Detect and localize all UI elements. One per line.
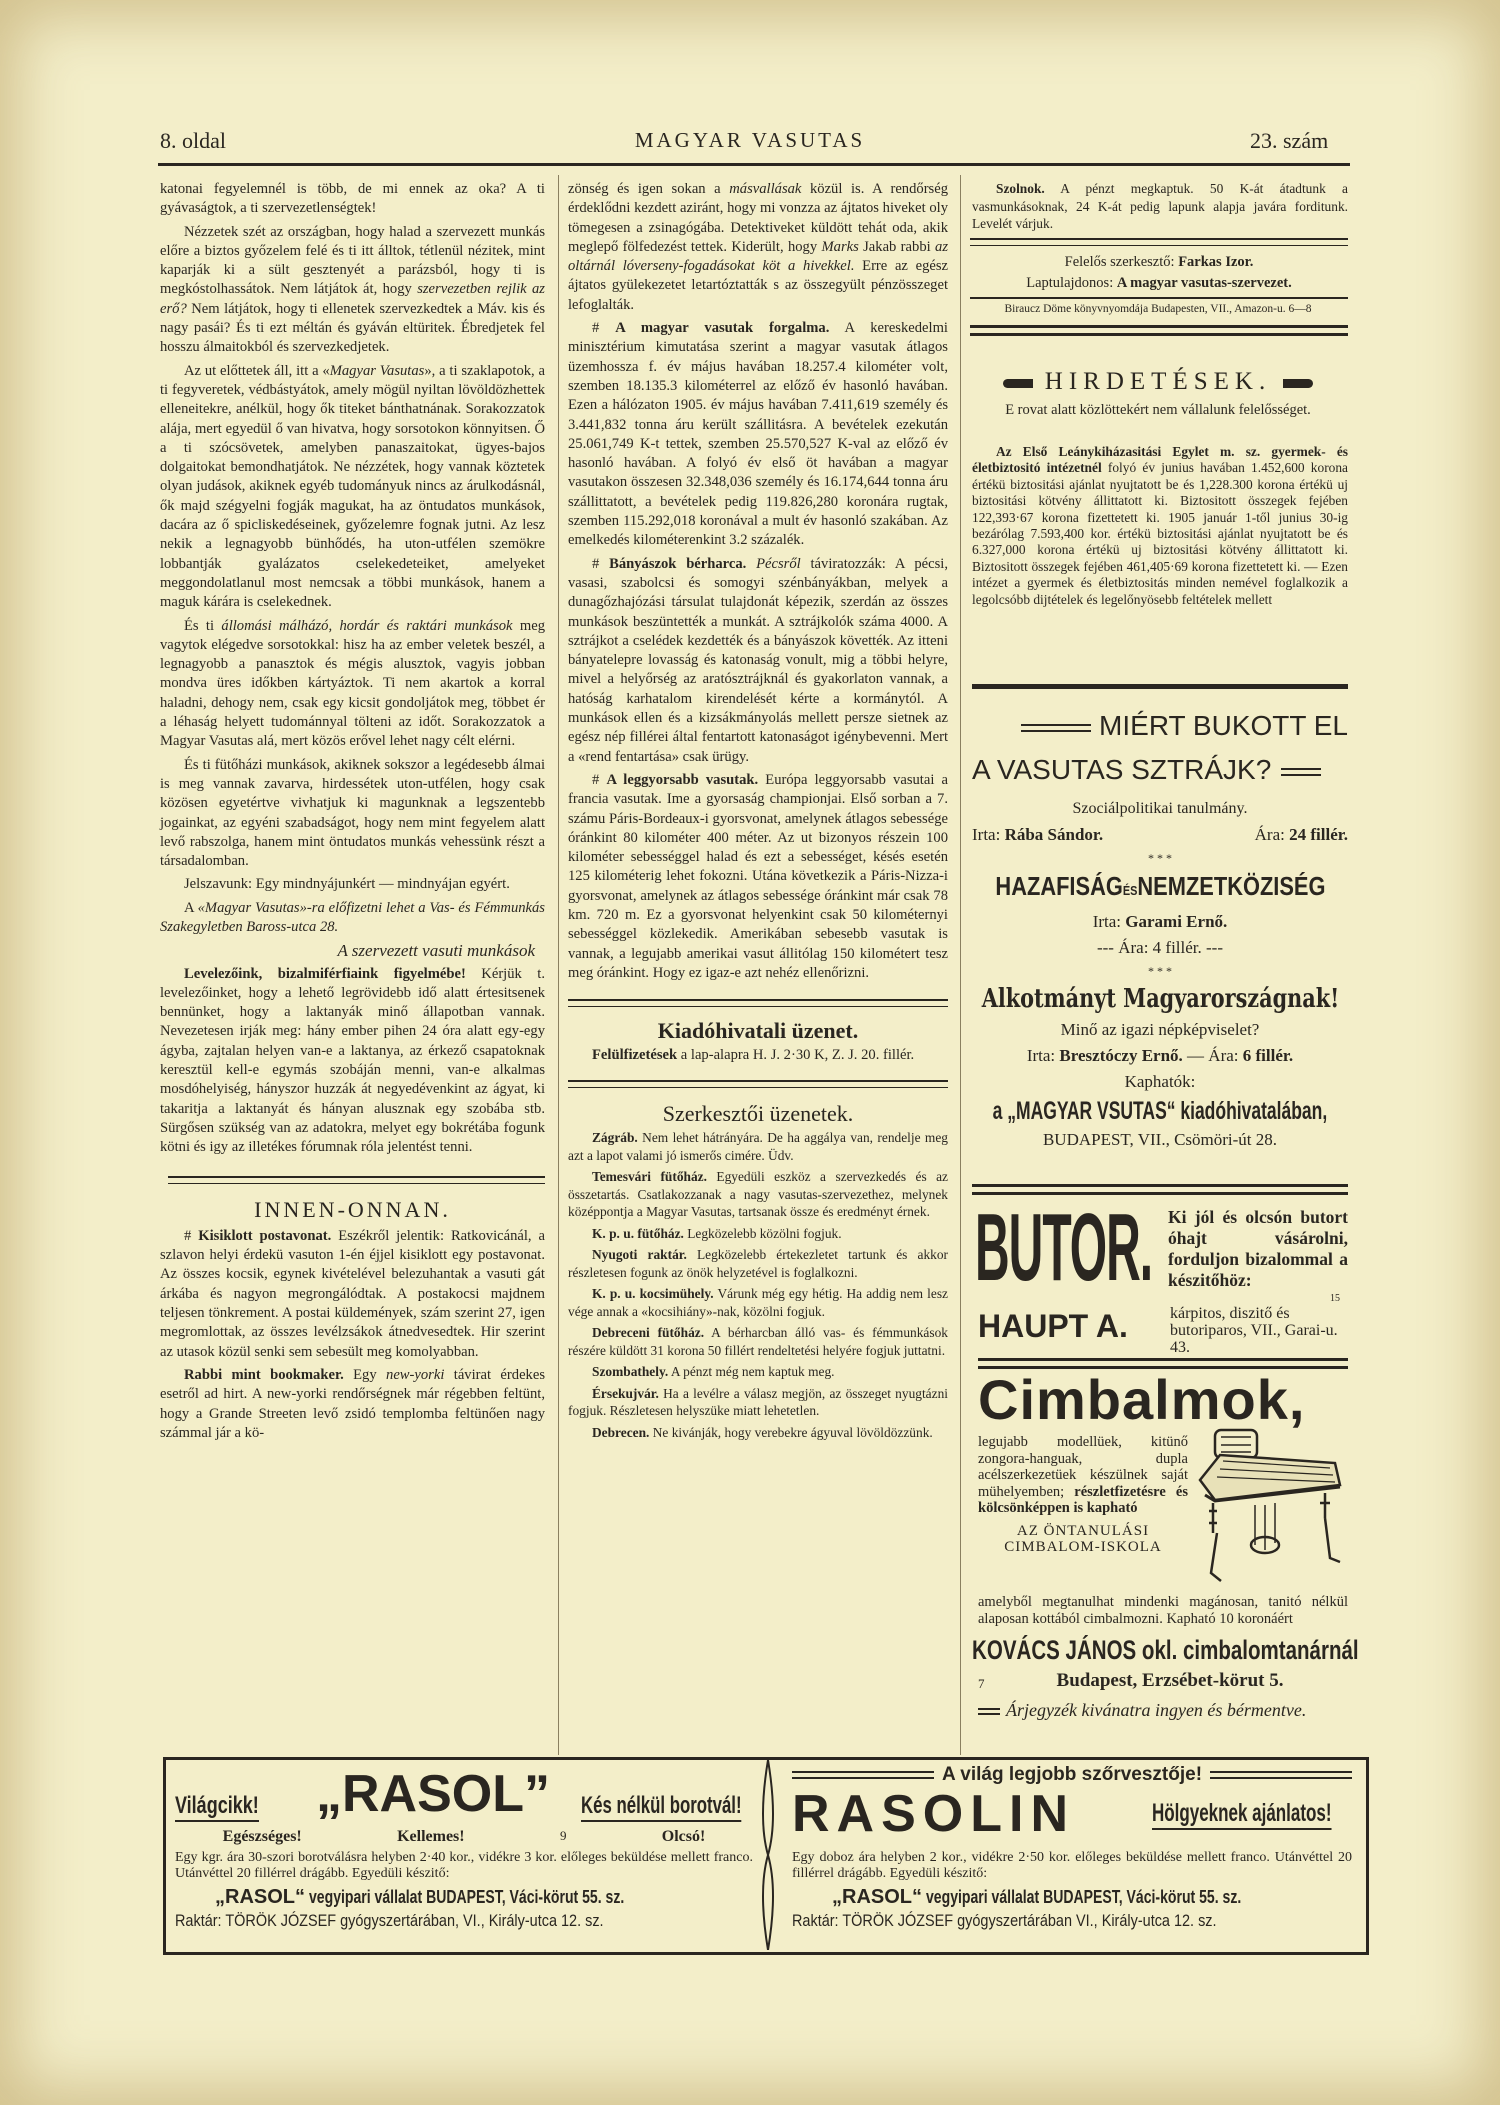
text-run: Ha a levélre a válasz megjön, az összeget nyugtázni fogjuk. Részletesen helyszüke miatt lehetetlen.	[568, 1385, 948, 1419]
bold-lead: Zágráb.	[592, 1130, 638, 1146]
paragraph	[568, 555, 948, 767]
decor-lines	[1021, 724, 1091, 732]
decor-bar-icon	[1003, 379, 1033, 388]
italic-run: Magyar Vasutas	[329, 362, 425, 379]
maker-address: vegyipari vállalat BUDAPEST, Váci-körut 55. sz.	[926, 1887, 1242, 1907]
ad-divider-ornament-icon	[756, 1760, 780, 1950]
paragraph	[568, 771, 948, 983]
paragraph	[160, 362, 545, 613]
label: — Ára:	[1187, 1046, 1239, 1065]
text-run: meg vagytok elégedve sorsotokkal: hisz ha az ember veletek beszél, a legnagyobb a panasztok és mégis alusztok, vagyis jobban mondva üres időkben kártyáztok. Ti nem akartok a korral haladni, dehogy nem, csak egy kicsit gondoljátok meg, többet ér a léhaság helyett tudománnyal tölteni az időt. Sorakozzatok a Magyar Vasutas alá, mert közös erővel lehet nagy célt elérni.	[160, 617, 546, 750]
text-run: Európa leggyorsabb vasutai a francia vasutak. Ime a gyorsaság championjai. Első sorban a 7. számu Páris-Bordeaux-i gyorsvonat, amelynek átlagos sebessége óránkint 80 kilométer 400 méter. Az ut bizonyos részein 100 kilométer sebességgel halad és ezt a sebességet, késés esetén 125 kilométerig lehet fokozni. Utána következik a Páris-Nizza-i gyorsvonat, amelynek az átlagos sebessége óránkint már csak 78 km. 720 m. Ez a gyorsvonat helyenkint csak 50 kilométernyi sebességgel közlekedik. Amerikában sebesebb vasutak is vannak, a legujabb amerikai vasut állitólag 150 kilométert tesz meg óránkint. Hogy ez igaz-e azt nehéz ellenőrizni.	[568, 771, 948, 981]
decor-lines	[1210, 1771, 1352, 1779]
insurance-ad	[972, 444, 1348, 612]
paragraph	[568, 1324, 948, 1359]
paragraph	[160, 617, 545, 752]
cimbalom-seller: KOVÁCS JÁNOS okl. cimbalomtanárnál	[971, 1635, 1359, 1665]
italic-run: állomási málházó, hordár és raktári munkások	[221, 617, 513, 634]
text-run: folyó év junius havában 1.452,600 korona értékü biztositási ajánlat nyujtatott be és 1,228.300 korona értékü uj biztositási kötvény állittatott ki. Biztositott összegek fejében 122,393·67 korona fizettetett ki. 1905 január 1-től junius 30-ig bezárólag 7.593,400 kor. értékü biztositási ajánlat nyujtatott be és 6.327,000 korona értékü uj biztositási kötvény állittatott ki. Biztositott összegek fejében 461,405·69 korona fizettetett ki. — Ezen intézet a gyermek és életbiztositás minden nemével foglalkozik a legolcsóbb dijtételek és legelőnyösebb feltételek mellett	[972, 460, 1348, 607]
separator-stars: * * *	[1148, 964, 1172, 978]
rasolin-tagline: A világ legjobb szőrvesztője!	[941, 1764, 1203, 1785]
column-2	[568, 180, 948, 1445]
page-number: 8. oldal	[160, 128, 226, 153]
cimbalom-headline: Cimbalmok,	[978, 1368, 1306, 1431]
text-run: #	[184, 1227, 199, 1244]
column-separator	[558, 175, 559, 1755]
text-run: Nem látjátok, hogy ti ellenetek szervezkedtek a Máv. kis és nagy pasái? És ti ezt méltán és gyáván eltüritek. Ébredjetek fel hosszu álmaitokból és szervezkedjetek.	[160, 300, 545, 356]
paragraph	[568, 319, 948, 551]
paragraph	[160, 1366, 545, 1443]
label: Irta:	[1092, 912, 1122, 931]
store-address: Raktár: TÖRÖK JÓZSEF gyógyszertárában VI., Király-utca 12. sz.	[792, 1911, 1217, 1930]
text-run: zönség és igen sokan a	[568, 181, 730, 197]
text-run: És ti	[184, 617, 222, 634]
book-title: Alkotmányt Magyarországnak!	[981, 984, 1339, 1014]
paragraph	[568, 1285, 948, 1320]
cimbalom-text	[978, 1434, 1188, 1556]
section-divider	[970, 325, 1348, 336]
italic-run: szervezetben rejlik az erő?	[160, 281, 545, 317]
rasolin-brand: RASOLIN	[792, 1785, 1075, 1843]
italic-run: az oltárnál lóverseny-fogadásokat köt a hivekkel.	[568, 238, 948, 275]
book-price: 24 fillér.	[1289, 825, 1348, 844]
text-run: A pénzt még nem kaptuk meg.	[668, 1364, 835, 1380]
rasol-slogan: Világcikk!	[175, 1792, 259, 1822]
bold-lead: A leggyorsabb vasutak.	[606, 771, 759, 788]
bold-lead: Temesvári fütőház.	[592, 1169, 707, 1185]
text-run: Egyedüli eszköz a szervezkedés és az összetartás. Csatlakozzanak a nagy vasutas-szervezethez, melynek középpontja a Magyar Vasutas, tartsanak össze és eredményt érnek.	[568, 1169, 948, 1220]
ad-number: 15	[1330, 1293, 1340, 1304]
editor-name: Farkas Izor.	[1178, 254, 1254, 270]
book-price: 6 fillér.	[1242, 1046, 1294, 1065]
text-run: Legközelebb értekezletet tartunk és akkor részletesen fogunk az önök helyzetével is foglalkozni.	[568, 1247, 948, 1280]
text-run: #	[592, 771, 607, 788]
butor-maker: HAUPT A.	[978, 1308, 1128, 1344]
text-run: Ne kivánják, hogy verebekre ágyuval lövöldözzünk.	[649, 1424, 933, 1440]
book-title-line: A VASUTAS SZTRÁJK?	[972, 754, 1272, 785]
rasol-tag: Olcsó!	[661, 1828, 706, 1845]
publisher-title: Kiadóhivatali üzenet.	[657, 1018, 859, 1044]
rasol-text: Egy kgr. ára 30-szori borotválásra helyben 2·40 kor., vidékre 3 kor. előleges beküldése mellett franco. Utánvéttel 20 fillérrel drágább. Egyedüli készitő:	[175, 1850, 753, 1881]
paragraph	[568, 1168, 948, 1221]
bold-lead: Debrecen.	[592, 1424, 650, 1440]
imprint-label: Felelős szerkesztő:	[1064, 254, 1175, 270]
imprint	[970, 252, 1348, 294]
text-run: A kereskedelmi minisztérium kimutatása szerint a magyar vasutak átlagos üzemhossza f. év május havában 18.257.4 kilométer volt, szemben 18.135.3 kilométerrel az előző év hasonló havában. Ezen a hálózaton 1905. év május havában 7.411,619 személy és 3.441,832 tonna áru került szállitásra. A bevételek ezekután 25.061,749 K-t tettek, szemben 25.570,527 K-val az előző év hasonló havában. A folyó év első öt havában a magyar vasutakon összesen 32.348,036 személy és 16.174,644 tonna áru szállittatott, a bevételek pedig 119.826,280 koronára rugtak, szemben 115.292,018 koronával a mult év hasonló szakában. Az emelkedés kilométerenkint 3.2 százalék.	[568, 320, 948, 549]
text-run: Az ut előttetek áll, itt a «	[184, 362, 330, 379]
text-run: », a ti szaklapotok, a ti fegyveretek, védbástyátok, amely mögül nyiltan lövöldözhettek elleneitekre, anélkül, hogy ők titeket bánthatnának. Sorakozzatok alája, mert egyedül ő van hivatva, hogy sorsotokon könnyitsen. Ő a ti szócsövetek, amelyben panaszaitokat, ügyes-bajos dolgaitokat bemondhatjátok. Ne nézzétek, hogy vannak köztetek olyan judások, akiknek egyéb tudományuk nincs az árulkodásnál, ők majd szégyelni fogják magukat, ha az öntudatos munkások, dacára az ő spicliskedéseinek, győzelemre fognak jutni. Az lesz nekik a legnagyobb bünhődés, ha uton-utfélen szemökre lobbantják gyalázatos cselekedeteiket, amelyeket meggondolatlanul most nemcsak a többi munkások, hanem a maguk kárára is cselekednek.	[160, 362, 545, 611]
editor-title: Szerkesztői üzenetek.	[662, 1100, 854, 1126]
publisher-text	[568, 1046, 948, 1065]
column-3-messages	[972, 180, 1348, 237]
rasol-tag: Kellemes!	[397, 1828, 465, 1845]
maker-address: vegyipari vállalat BUDAPEST, Váci-körut 55. sz.	[309, 1887, 625, 1907]
rasol-tag: Egészséges!	[222, 1828, 302, 1845]
section-divider	[568, 999, 948, 1007]
text-run: táviratozzák: A pécsi, vasasi, szabolcsi és somogyi szénbányákban, melyek a dunagőzhajózási társulat tulajdonát képezik, szerdán az összes munkások beszüntették a munkát. A sztrájkolók száma 4000. A sztrájkot a cselédek kezdették és a bányászok követték. Az itteni bányatelepre lovasság és katonaság vonult, mig a többi helyre, mivel a helyőrség az aratósztrájknál és gyakorlaton vannak, a hatóság karhatalom kirendelését kérte a kormánytól. A munkások ellen és a kizsákmányolás mellett persze sietnek az egész nép fillérei által fentartott katonaságot igénybevenni. Mert a «rend fentartása» csak ürügy.	[568, 555, 948, 765]
text-run: távirat érdekes esetről ad hirt. A new-yorki rendőrségnek már régebben feltünt, hogy a Grande Streeten levő zsidó templomba feltünően nagy számmal jár a kö-	[160, 1366, 545, 1441]
paragraph	[160, 965, 545, 1158]
newspaper-title: MAGYAR VASUTAS	[634, 128, 866, 152]
text-run: Jakab rabbi	[858, 238, 936, 255]
rule	[970, 297, 1348, 299]
paragraph	[160, 899, 545, 938]
text-run: Kérjük t. levelezőinket, hogy a lehető legrövidebb idő alatt értesitsenek bennünket, hogy a laktanyák minő állapotban vannak. Nevezetesen irják meg: hány ember pihen 24 óra alatt egy-egy ágyba, zajtalan helyen van-e a laktanya, az érkező csapatoknak keresztül kell-e egymás szobáján menni, van-e alkalmas mosdóhelyiség, hányszor huzzák át negyedévenkint az ágyat, ki takaritja a laktanyát és hányan alusznak egy szobába stb. Sürgősen szükség van az adatokra, melyet egy bokrétába fogunk kötni és igy az illetékes fórumnak róla jelentést tenni.	[160, 965, 545, 1156]
italic-run: másvallásak	[729, 181, 802, 197]
pricelist-text: Árjegyzék kivánatra ingyen és bérmentve.	[1006, 1700, 1307, 1720]
ads-header	[966, 368, 1350, 396]
decor-lines	[978, 1708, 1000, 1715]
cimbalom-pricelist	[978, 1700, 1348, 1721]
bold-lead: K. p. u. kocsimühely.	[592, 1286, 714, 1302]
bold-lead: Az Első Leánykiházasitási Egylet m. sz. gyermek- és életbiztositó intézetnél	[972, 444, 1348, 476]
paragraph	[568, 1129, 948, 1164]
editor-items	[972, 180, 1348, 233]
book-title-line: MIÉRT BUKOTT EL	[1099, 710, 1348, 741]
ads-disclaimer: E rovat alatt közlöttekért nem vállalunk felelősséget.	[1005, 402, 1311, 418]
printer-line: Biraucz Döme könyvnyomdája Budapesten, VII., Amazon-u. 6—8	[1004, 303, 1312, 315]
rule	[972, 684, 1348, 689]
bold-lead: Felülfizetések	[592, 1047, 678, 1064]
paragraph	[568, 1246, 948, 1281]
butor-headline: BUTOR.	[975, 1194, 1153, 1301]
paragraph	[972, 180, 1348, 233]
cimbalom-address: Budapest, Erzsébet-körut 5.	[1056, 1670, 1284, 1691]
text-run: Nézzetek szét az országban, hogy halad a szervezett munkás előre a biztos győzelem felé és ti itt álltok, tétlenül nézitek, mint kaparják ki a sült gesztenyét a parázsból, hogy ti is megkóstolhassátok. Nem látjátok át, hogy	[160, 223, 545, 298]
text-run: #	[592, 320, 616, 337]
store-address: Raktár: TÖRÖK JÓZSEF gyógyszertárában, VI., Király-utca 12. sz.	[175, 1911, 604, 1930]
editorial-article	[160, 180, 545, 1158]
section-divider	[168, 1176, 545, 1184]
rasolin-ad	[792, 1764, 1352, 1931]
text-run: Legközelebb közölni fogjuk.	[683, 1225, 842, 1241]
text-run: #	[592, 555, 610, 572]
decor-lines	[1281, 768, 1321, 776]
cimbalom-school-desc: amelyből megtanulhat mindenki magánosan, tanitó nélkül alaposan kottából cimbalmozni. Kapható 10 koronáért	[978, 1594, 1348, 1627]
text-run: A pénzt megkaptuk. 50 K-át átadtunk a vasmunkásoknak, 24 K-át pedig lapunk alapja javára forditunk. Levelét várjuk.	[972, 181, 1348, 231]
column-1	[160, 180, 545, 1447]
label: Ára:	[1254, 825, 1285, 844]
book-ad-1-title	[972, 704, 1348, 792]
paragraph	[160, 180, 545, 219]
decor-bar-icon	[1283, 379, 1313, 388]
rasol-brand: „RASOL”	[316, 1765, 550, 1823]
cimbalom-seller-row	[960, 1634, 1370, 1666]
rasol-slogan: Kés nélkül borotvál!	[581, 1792, 742, 1822]
maker-brand: „RASOL“	[215, 1886, 305, 1908]
paragraph	[160, 941, 545, 960]
text-run: Nem lehet hátrányára. De ha aggálya van, rendelje meg azt a lapot valami jó ismerős cimére. Üdv.	[568, 1130, 948, 1163]
maker-label: Egyedüli készitő:	[889, 1866, 988, 1881]
owner-name: A magyar vasutas-szervezet.	[1116, 275, 1292, 291]
insurance-text	[972, 444, 1348, 608]
rasol-ad	[175, 1762, 753, 1931]
header-rule	[158, 163, 1350, 166]
text-run: És ti fütőházi munkások, akiknek sokszor a legédesebb álmai is meg vannak zavarva, hirdessétek uton-utfélen, hogy csak közösen egyetértve vivhatjuk ki magunknak a legszentebb jogainkat, az egyéni szabadságot, hogy nem mint fegyelem alatt levő rabszolga, hanem mint öntudatos munkás vehessünk részt a társadalomban.	[160, 756, 545, 870]
italic-run: new-yorki	[386, 1366, 445, 1383]
book-title-and: ÉS	[1122, 883, 1137, 898]
bold-lead: Szombathely.	[592, 1364, 669, 1380]
bold-lead: Szolnok.	[996, 181, 1045, 196]
text-run: Eszékről jelentik: Ratkovicánál, a szlavon helyi érdekü vasuton 1-én éjjel kisiklott egy postavonat. Az összes kocsik, egynek kivételével belezuhantak a vasuti gát árkába és nagyon megrongálódtak. A postakocsi majdnem teljesen tönkrement. A postai küldemények, szám szerint 27, igen megromlottak, az összes levélzsákok átnedvesedtek. Hir szerint az utasok közül senki sem sebesült meg komolyabban.	[160, 1227, 545, 1360]
text-run: közül is. A rendőrség érdeklődni kezdett aziránt, hogy mi vonzza az ájtatos hiveket oly tömegesen a zsinagógába. Detektiveket küldött tehát oda, akik meglepő fölfedezést tettek. Kiderült, hogy	[568, 181, 949, 255]
rasolin-text: Egy doboz ára helyben 2 kor., vidékre 2·50 kor. előleges beküldése mellett franco. Utánvéttel 20 fillérrel drágább.	[792, 1850, 1352, 1881]
book-title: HAZAFISÁG	[994, 871, 1123, 901]
text-run: Egy	[343, 1366, 387, 1383]
paragraph	[568, 1363, 948, 1381]
book-author: Rába Sándor.	[1004, 825, 1104, 844]
bold-lead: Érsekujvár.	[592, 1385, 659, 1401]
bold-lead: Rabbi mint bookmaker.	[184, 1366, 344, 1383]
paragraph	[568, 1424, 948, 1442]
book-ads	[972, 796, 1348, 1153]
butor-text: Ki jól és olcsón butort óhajt vásárolni, forduljon bizalommal a készitőhöz:	[1168, 1207, 1348, 1290]
book-subtitle: Minő az igazi népképviselet?	[1060, 1020, 1260, 1039]
paragraph	[160, 875, 545, 894]
text-run: Erre az egész ájtatos gyülekezetet letartóztatták s az összegyült pénzösszeget lefoglalták.	[568, 258, 949, 313]
news-items	[160, 1227, 545, 1443]
paragraph	[160, 223, 545, 358]
text-run	[746, 556, 756, 572]
sales-address: BUDAPEST, VII., Csömöri-út 28.	[1042, 1130, 1278, 1149]
ads-title: HIRDETÉSEK.	[1044, 368, 1272, 395]
paragraph	[972, 444, 1348, 608]
text-run: A bérharcban álló vas- és fémmunkások részére küldött 31 korona 50 fillért rendeltetési helyére fogjuk juttatni.	[568, 1325, 948, 1358]
bold-lead: Kisiklott postavonat.	[198, 1227, 332, 1244]
italic-run: A szervezett vasuti munkások	[337, 941, 535, 961]
cimbalom-payment: részletfizetésre és kölcsönképpen is kapható	[978, 1483, 1188, 1516]
rasolin-slogan: Hölgyeknek ajánlatos!	[1152, 1799, 1332, 1830]
text-run: A	[184, 899, 198, 916]
section-title-innen-onnan: INNEN-ONNAN.	[254, 1196, 451, 1222]
section-divider	[568, 1080, 948, 1088]
paragraph	[160, 1227, 545, 1362]
bold-lead: Levelezőink, bizalmiférfiaink figyelmébe!	[184, 965, 466, 982]
book-subtitle: Szociálpolitikai tanulmány.	[1072, 800, 1248, 817]
italic-run: «Magyar Vasutas»-ra előfizetni lehet a Vas- és Fémmunkás Szakegyletben Baross-utca 28.	[160, 899, 545, 935]
italic-run: Pécsről	[756, 555, 801, 572]
label: Irta:	[972, 825, 1001, 844]
ad-number: 9	[559, 1828, 567, 1843]
butor-address: kárpitos, diszitő és butoriparos, VII., Garai-u. 43.	[1170, 1305, 1338, 1356]
cimbalom-desc: legujabb modellüek, kitünő zongora-hanguak, dupla acélszerkezetüek készülnek saját mühelyemben;	[978, 1434, 1188, 1500]
maker-brand: „RASOL“	[832, 1886, 922, 1908]
book-price: --- Ára: 4 fillér. ---	[1096, 938, 1224, 957]
editor-items	[568, 1129, 948, 1441]
available-label: Kaphatók:	[1124, 1072, 1196, 1091]
bold-lead: K. p. u. fütőház.	[592, 1225, 684, 1241]
bold-lead: Nyugoti raktár.	[592, 1247, 687, 1263]
bold-lead: A magyar vasutak forgalma.	[615, 320, 830, 337]
sales-office: a „MAGYAR VSUTAS“ kiadóhivatalában,	[992, 1097, 1328, 1125]
book-author: Bresztóczy Ernő.	[1059, 1046, 1183, 1065]
ad-number: 7	[978, 1676, 985, 1691]
text-run: Jelszavunk: Egy mindnyájunkért — mindnyájan egyért.	[184, 876, 510, 893]
paragraph	[568, 1225, 948, 1243]
news-items	[568, 180, 948, 983]
bold-lead: Bányászok bérharca.	[609, 555, 747, 572]
decor-lines	[792, 1771, 934, 1779]
bold-lead: Debreceni fütőház.	[592, 1325, 705, 1341]
imprint-label: Laptulajdonos:	[1026, 275, 1114, 291]
label: Irta:	[1026, 1046, 1056, 1065]
text-run: Várunk még egy hétig. Ha addig nem lesz vége annak a «kocsihiány»-nak, közölni fogjuk.	[568, 1286, 948, 1319]
cimbalom-school: AZ ÖNTANULÁSI CIMBALOM-ISKOLA	[1004, 1522, 1162, 1555]
paragraph	[568, 1385, 948, 1420]
text-run: katonai fegyelemnél is több, de mi ennek az oka? A ti gyávaságtok, a ti szervezetlenségtek!	[160, 181, 545, 217]
paragraph	[160, 756, 545, 872]
paragraph	[568, 1046, 948, 1065]
column-separator	[960, 175, 961, 1755]
book-author: Garami Ernő.	[1125, 912, 1228, 931]
cimbalom-illustration-icon	[1195, 1425, 1345, 1590]
separator-stars: * * *	[1148, 851, 1172, 865]
issue-number: 23. szám	[1250, 128, 1329, 153]
paragraph	[568, 180, 948, 315]
book-title: NEMZETKÖZISÉG	[1136, 871, 1326, 901]
italic-run: Marks	[821, 238, 859, 255]
text-run: a lap-alapra H. J. 2·30 K, Z. J. 20. fillér.	[677, 1047, 915, 1064]
section-divider	[970, 238, 1348, 246]
